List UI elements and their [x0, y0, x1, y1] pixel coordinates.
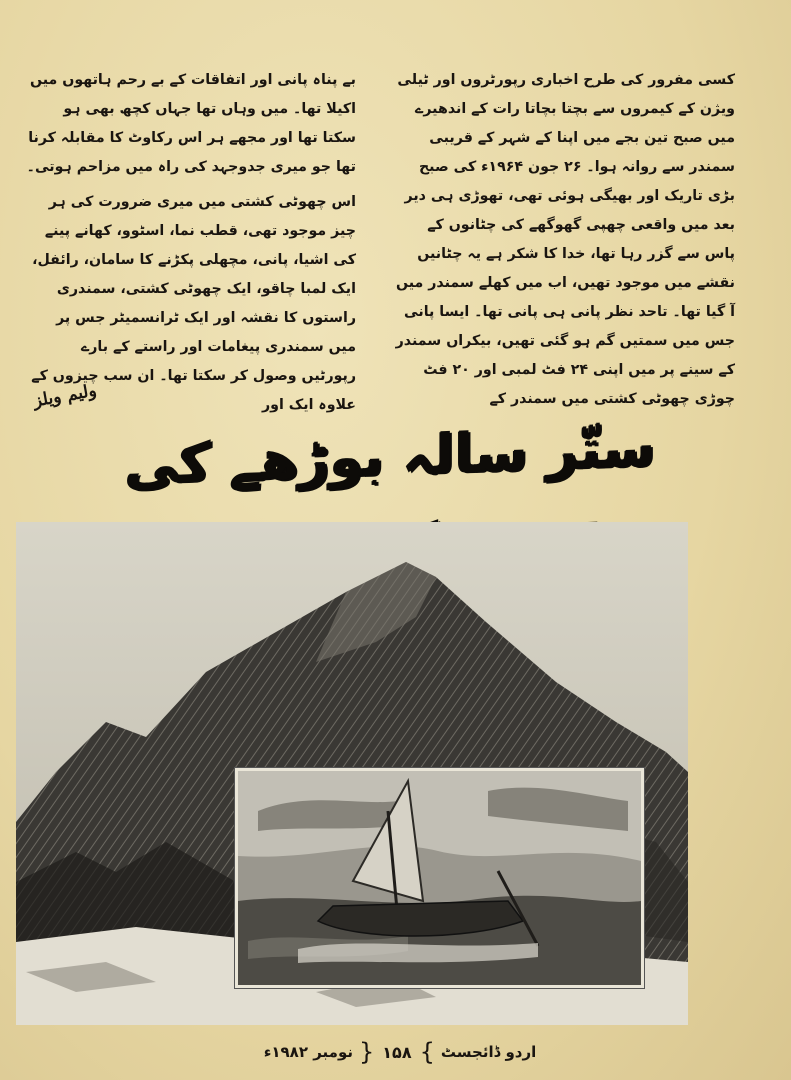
article-headline: ستّر سالہ بوڑھے کی — [124, 414, 656, 497]
author-byline: ولیم ویلز — [31, 380, 99, 412]
boat-inset-photo — [235, 768, 644, 988]
brace-icon: } — [419, 1038, 435, 1066]
paragraph: کسی مفرور کی طرح اخباری رپورٹروں اور ٹیلی ویژن کے کیمروں سے بچتا بچاتا رات کے اندھیرے میں صبح تین بجے میں اپنا کے شہر کے قریبی سمندر سے روانہ ہوا۔ ۲۶ جون ۱۹۶۴ء کی صبح بڑی تاریک اور بھیگی ہوئی تھی، تھوڑی ہی دیر بعد میں واقعی چھپی گھوگھے کی چٹانوں کے پاس سے گزر رہا تھا، خدا کا شکر ہے یہ چٹانیں نقشے میں موجود تھیں، اب میں کھلے سمندر میں آ گیا تھا۔ تاحد نظر پانی ہی پانی تھا۔ ایسا پانی جس میں سمتیں گم ہو گئی تھیں، بیکراں سمندر کے سینے پر میں اپنی ۲۴ فٹ لمبی اور ۲۰ فٹ چوڑی چھوٹی کشتی میں سمندر کے — [395, 72, 735, 407]
paragraph: اس چھوٹی کشتی میں میری ضرورت کی ہر چیز موجود تھی، قطب نما، اسٹوو، کھانے پینے کی اشیا، پانی، مچھلی پکڑنے کا سامان، رائفل، ایک لمبا چاقو، ایک چھوٹی کشتی، سمندری راستوں کا نقشہ اور ایک ٹرانسمیٹر جس پر میں سمندری پیغامات اور راستے کے بارے رپورٹیں وصول کر سکتا تھا۔ ان سب چیزوں کے علاوہ ایک اور — [31, 194, 356, 413]
issue-date: نومبر ۱۹۸۲ء — [263, 1043, 353, 1061]
article-column-right — [395, 66, 735, 420]
magazine-name: اردو ڈائجسٹ — [440, 1043, 537, 1061]
article-column-left — [26, 66, 356, 426]
sailboat-illustration — [238, 771, 641, 985]
brace-icon: { — [359, 1038, 375, 1066]
page-footer — [250, 1037, 550, 1067]
paragraph: بے پناہ پانی اور اتفاقات کے بے رحم ہاتھوں میں اکیلا تھا۔ میں وہاں تھا جہاں کچھ بھی ہو سکتا تھا اور مجھے ہر اس رکاوٹ کا مقابلہ کرنا تھا جو میری جدوجہد کی راہ میں مزاحم ہوتی۔ — [26, 72, 356, 175]
page-number: ۱۵۸ — [382, 1042, 412, 1062]
